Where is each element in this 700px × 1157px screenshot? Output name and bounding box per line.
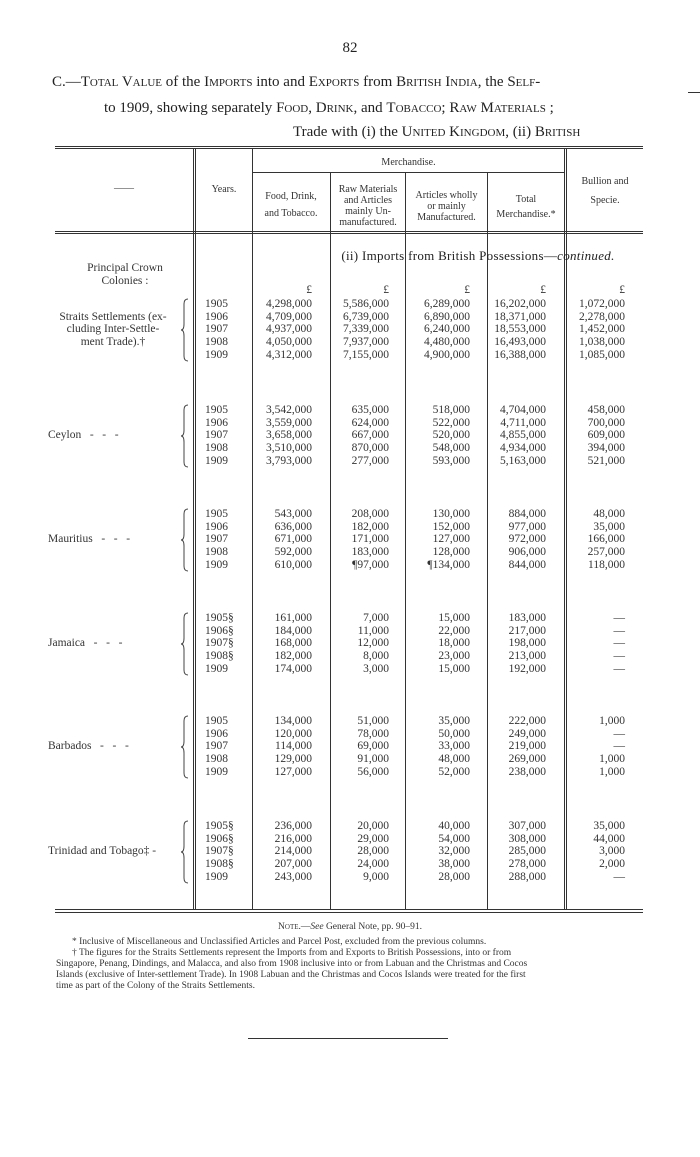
colony-name-line: Barbados - - -: [48, 740, 129, 753]
bullion-cell: 35,000: [593, 820, 625, 832]
currency-articles: £: [464, 284, 470, 296]
header-bottom-rule-2: [55, 233, 643, 234]
bullion-cell: —: [613, 612, 625, 624]
general-note: Note.—See General Note, pp. 90–91.: [278, 922, 422, 932]
articles-cell: 23,000: [438, 650, 470, 663]
total-cell: 906,000: [508, 546, 546, 559]
year-cell: 1907: [205, 429, 228, 442]
food-cell: 134,000: [274, 715, 312, 727]
articles-cell: 4,480,000: [424, 336, 470, 349]
title-line-3: Trade with (i) the United Kingdom, (ii) British: [293, 124, 581, 140]
raw-cell: 91,000: [357, 753, 389, 766]
articles-cell: 130,000: [432, 508, 470, 520]
year-cell: 1909: [205, 870, 228, 883]
colony-name-line: cluding Inter-Settle-: [66, 323, 160, 336]
colony-name-line: ment Trade).†: [80, 336, 146, 349]
bullion-cell: 1,072,000: [579, 298, 625, 310]
total-cell: 307,000: [508, 820, 546, 832]
total-cell: 5,163,000: [500, 454, 546, 467]
raw-cell: 9,000: [363, 870, 389, 883]
articles-cell: 18,000: [438, 637, 470, 650]
total-cell: 977,000: [508, 520, 546, 533]
food-cell: 184,000: [274, 624, 312, 637]
raw-cell: 7,937,000: [343, 336, 389, 349]
articles-cell: 15,000: [438, 612, 470, 624]
brace-icon: [180, 715, 190, 782]
total-cell: 308,000: [508, 832, 546, 845]
bullion-cell: 2,278,000: [579, 310, 625, 323]
articles-cell: 32,000: [438, 845, 470, 858]
bullion-cell: 44,000: [593, 832, 625, 845]
total-cell: 269,000: [508, 753, 546, 766]
year-cell: 1906: [205, 310, 228, 323]
raw-cell: 7,155,000: [343, 348, 389, 361]
raw-cell: 208,000: [351, 508, 389, 520]
year-cell: 1905: [205, 508, 228, 520]
articles-cell: 127,000: [432, 533, 470, 546]
raw-cell: 183,000: [351, 546, 389, 559]
bullion-cell: 35,000: [593, 520, 625, 533]
bullion-cell: 1,000: [599, 765, 625, 778]
bullion-cell: 3,000: [599, 845, 625, 858]
total-cell: 16,493,000: [494, 336, 546, 349]
year-cell: 1908§: [205, 858, 234, 871]
brace-icon: [180, 820, 190, 887]
header-years: Years.: [211, 184, 237, 195]
food-cell: 207,000: [274, 858, 312, 871]
food-cell: 4,050,000: [266, 336, 312, 349]
year-cell: 1907: [205, 533, 228, 546]
food-cell: 168,000: [274, 637, 312, 650]
brace-icon: [180, 298, 190, 365]
bullion-cell: —: [613, 662, 625, 675]
bullion-cell: 1,000: [599, 753, 625, 766]
raw-cell: 20,000: [357, 820, 389, 832]
colony-name-line: Trinidad and Tobago‡ -: [48, 845, 157, 858]
articles-cell: ¶134,000: [427, 558, 470, 571]
raw-cell: 182,000: [351, 520, 389, 533]
raw-cell: 7,339,000: [343, 323, 389, 336]
year-cell: 1909: [205, 765, 228, 778]
currency-food: £: [306, 284, 312, 296]
header-bottom-rule: [55, 231, 643, 232]
title-line-2: to 1909, showing separately Food, Drink, and Tobacco; Raw Materials ;: [104, 100, 554, 116]
col-rule-1b: [195, 148, 196, 910]
total-cell: 18,553,000: [494, 323, 546, 336]
bullion-cell: 700,000: [587, 416, 625, 429]
header-food: Food, Drink, and Tobacco.: [264, 191, 318, 219]
food-cell: 636,000: [274, 520, 312, 533]
articles-cell: 40,000: [438, 820, 470, 832]
header-articles: Articles wholly or mainly Manufactured.: [415, 190, 478, 223]
raw-cell: 8,000: [363, 650, 389, 663]
total-cell: 213,000: [508, 650, 546, 663]
raw-cell: 277,000: [351, 454, 389, 467]
raw-cell: 3,000: [363, 662, 389, 675]
total-cell: 18,371,000: [494, 310, 546, 323]
total-cell: 844,000: [508, 558, 546, 571]
header-blank: ——: [114, 183, 134, 194]
articles-cell: 6,890,000: [424, 310, 470, 323]
table-top-rule-2: [55, 148, 643, 149]
food-cell: 214,000: [274, 845, 312, 858]
currency-total: £: [540, 284, 546, 296]
colony-name: [48, 637, 178, 650]
articles-cell: 33,000: [438, 740, 470, 753]
year-cell: 1905: [205, 404, 228, 416]
raw-cell: 635,000: [351, 404, 389, 416]
articles-cell: 522,000: [432, 416, 470, 429]
raw-cell: 24,000: [357, 858, 389, 871]
year-cell: 1908: [205, 753, 228, 766]
articles-cell: 4,900,000: [424, 348, 470, 361]
total-cell: 972,000: [508, 533, 546, 546]
colony-name: [48, 845, 178, 858]
year-cell: 1907§: [205, 845, 234, 858]
articles-cell: 35,000: [438, 715, 470, 727]
articles-cell: 28,000: [438, 870, 470, 883]
total-cell: 249,000: [508, 727, 546, 740]
bullion-cell: 166,000: [587, 533, 625, 546]
currency-bullion: £: [619, 284, 625, 296]
raw-cell: 7,000: [363, 612, 389, 624]
total-cell: 238,000: [508, 765, 546, 778]
section-title: (ii) Imports from British Possessions—continued.: [341, 248, 615, 263]
food-cell: 3,510,000: [266, 442, 312, 455]
year-cell: 1909: [205, 348, 228, 361]
colony-name: [48, 311, 178, 349]
raw-cell: 56,000: [357, 765, 389, 778]
food-cell: 120,000: [274, 727, 312, 740]
food-cell: 4,709,000: [266, 310, 312, 323]
bullion-cell: 48,000: [593, 508, 625, 520]
bullion-cell: —: [613, 727, 625, 740]
food-cell: 4,298,000: [266, 298, 312, 310]
year-cell: 1906§: [205, 832, 234, 845]
year-cell: 1905: [205, 715, 228, 727]
articles-cell: 22,000: [438, 624, 470, 637]
raw-cell: 12,000: [357, 637, 389, 650]
food-cell: 127,000: [274, 765, 312, 778]
table-top-rule: [55, 146, 643, 147]
articles-cell: 50,000: [438, 727, 470, 740]
articles-cell: 15,000: [438, 662, 470, 675]
food-cell: 543,000: [274, 508, 312, 520]
food-cell: 671,000: [274, 533, 312, 546]
articles-cell: 152,000: [432, 520, 470, 533]
year-cell: 1908§: [205, 650, 234, 663]
bullion-cell: —: [613, 650, 625, 663]
food-cell: 174,000: [274, 662, 312, 675]
footnote-dagger-2: Singapore, Penang, Dindings, and Malacca, and also from 1908 inclusive into or from Labuan and the Christmas and Cocos: [56, 959, 528, 969]
header-merchandise: Merchandise.: [381, 157, 436, 168]
raw-cell: 171,000: [351, 533, 389, 546]
title-line-1: C.—Total Value of the Imports into and Exports from British India, the Self-: [52, 74, 541, 90]
food-cell: 182,000: [274, 650, 312, 663]
colony-name-line: Jamaica - - -: [48, 637, 123, 650]
bullion-cell: 609,000: [587, 429, 625, 442]
food-cell: 236,000: [274, 820, 312, 832]
raw-cell: 78,000: [357, 727, 389, 740]
articles-cell: 6,240,000: [424, 323, 470, 336]
currency-raw: £: [383, 284, 389, 296]
total-cell: 183,000: [508, 612, 546, 624]
raw-cell: 11,000: [357, 624, 389, 637]
raw-cell: 29,000: [357, 832, 389, 845]
food-cell: 592,000: [274, 546, 312, 559]
bullion-cell: 257,000: [587, 546, 625, 559]
closing-rule: [248, 1038, 448, 1039]
raw-cell: 28,000: [357, 845, 389, 858]
year-cell: 1905§: [205, 820, 234, 832]
bullion-cell: 458,000: [587, 404, 625, 416]
articles-cell: 518,000: [432, 404, 470, 416]
header-bullion: Bullion and Specie.: [581, 176, 629, 206]
raw-cell: 624,000: [351, 416, 389, 429]
year-cell: 1906: [205, 416, 228, 429]
raw-cell: 69,000: [357, 740, 389, 753]
total-cell: 4,711,000: [500, 416, 546, 429]
bullion-cell: 118,000: [588, 558, 625, 571]
header-raw: Raw Materials and Articles mainly Un- manufactured.: [338, 184, 398, 228]
food-cell: 114,000: [275, 740, 312, 753]
brace-icon: [180, 404, 190, 471]
total-cell: 217,000: [508, 624, 546, 637]
year-cell: 1907: [205, 740, 228, 753]
bullion-cell: —: [613, 870, 625, 883]
colony-name-line: Straits Settlements (ex-: [59, 310, 167, 323]
table-bottom-rule-2: [55, 912, 643, 913]
total-cell: 192,000: [508, 662, 546, 675]
footnote-star: * Inclusive of Miscellaneous and Unclassified Articles and Parcel Post, excluded from the previous columns.: [72, 937, 487, 947]
brace-icon: [180, 508, 190, 575]
total-cell: 4,934,000: [500, 442, 546, 455]
articles-cell: 520,000: [432, 429, 470, 442]
food-cell: 4,312,000: [266, 348, 312, 361]
total-cell: 884,000: [508, 508, 546, 520]
year-cell: 1906: [205, 520, 228, 533]
articles-cell: 52,000: [438, 765, 470, 778]
year-cell: 1905§: [205, 612, 234, 624]
footnote-dagger-3: Islands (exclusive of Inter-settlement Trade). In 1908 Labuan and the Christmas and Cocos Islands were treated for the first: [56, 970, 526, 980]
total-cell: 4,704,000: [500, 404, 546, 416]
margin-mark: [688, 92, 700, 93]
year-cell: 1909: [205, 662, 228, 675]
year-cell: 1906: [205, 727, 228, 740]
principal-label: Principal Crown Colonies :: [87, 262, 163, 287]
articles-cell: 548,000: [432, 442, 470, 455]
food-cell: 4,937,000: [266, 323, 312, 336]
colony-name: [48, 533, 178, 546]
table-bottom-rule: [55, 909, 643, 910]
bullion-cell: —: [613, 637, 625, 650]
colony-name: [48, 429, 178, 442]
footnote-dagger-1: † The figures for the Straits Settlements represent the Imports from and Exports to British Possessions, into or from: [72, 948, 512, 958]
raw-cell: 870,000: [351, 442, 389, 455]
total-cell: 219,000: [508, 740, 546, 753]
total-cell: 222,000: [508, 715, 546, 727]
colony-name-line: Mauritius - - -: [48, 533, 131, 546]
colony-name-line: Ceylon - - -: [48, 429, 119, 442]
articles-cell: 54,000: [438, 832, 470, 845]
bullion-cell: —: [613, 624, 625, 637]
bullion-cell: 1,038,000: [579, 336, 625, 349]
raw-cell: 51,000: [357, 715, 389, 727]
food-cell: 3,559,000: [266, 416, 312, 429]
year-cell: 1905: [205, 298, 228, 310]
bullion-cell: 521,000: [587, 454, 625, 467]
year-cell: 1907: [205, 323, 228, 336]
bullion-cell: 1,452,000: [579, 323, 625, 336]
total-cell: 16,388,000: [494, 348, 546, 361]
raw-cell: 5,586,000: [343, 298, 389, 310]
food-cell: 216,000: [274, 832, 312, 845]
header-total: Total Merchandise.*: [496, 194, 556, 220]
footnote-dagger-4: time as part of the Colony of the Straits Settlements.: [56, 981, 255, 991]
food-cell: 3,542,000: [266, 404, 312, 416]
page-number: 82: [342, 40, 358, 56]
colony-name: [48, 740, 178, 753]
food-cell: 3,793,000: [266, 454, 312, 467]
articles-cell: 48,000: [438, 753, 470, 766]
total-cell: 285,000: [508, 845, 546, 858]
bullion-cell: —: [613, 740, 625, 753]
total-cell: 4,855,000: [500, 429, 546, 442]
year-cell: 1909: [205, 454, 228, 467]
brace-icon: [180, 612, 190, 679]
articles-cell: 128,000: [432, 546, 470, 559]
articles-cell: 38,000: [438, 858, 470, 871]
food-cell: 3,658,000: [266, 429, 312, 442]
year-cell: 1907§: [205, 637, 234, 650]
bullion-cell: 1,085,000: [579, 348, 625, 361]
food-cell: 610,000: [274, 558, 312, 571]
bullion-cell: 394,000: [587, 442, 625, 455]
articles-cell: 6,289,000: [424, 298, 470, 310]
food-cell: 161,000: [274, 612, 312, 624]
raw-cell: ¶97,000: [352, 558, 389, 571]
food-cell: 129,000: [274, 753, 312, 766]
col-rule-1: [193, 148, 194, 910]
raw-cell: 6,739,000: [343, 310, 389, 323]
year-cell: 1909: [205, 558, 228, 571]
bullion-cell: 1,000: [599, 715, 625, 727]
bullion-cell: 2,000: [599, 858, 625, 871]
articles-cell: 593,000: [432, 454, 470, 467]
year-cell: 1908: [205, 336, 228, 349]
total-cell: 16,202,000: [494, 298, 546, 310]
total-cell: 278,000: [508, 858, 546, 871]
total-cell: 198,000: [508, 637, 546, 650]
total-cell: 288,000: [508, 870, 546, 883]
year-cell: 1906§: [205, 624, 234, 637]
raw-cell: 667,000: [351, 429, 389, 442]
year-cell: 1908: [205, 546, 228, 559]
year-cell: 1908: [205, 442, 228, 455]
merchandise-rule: [252, 172, 565, 173]
food-cell: 243,000: [274, 870, 312, 883]
